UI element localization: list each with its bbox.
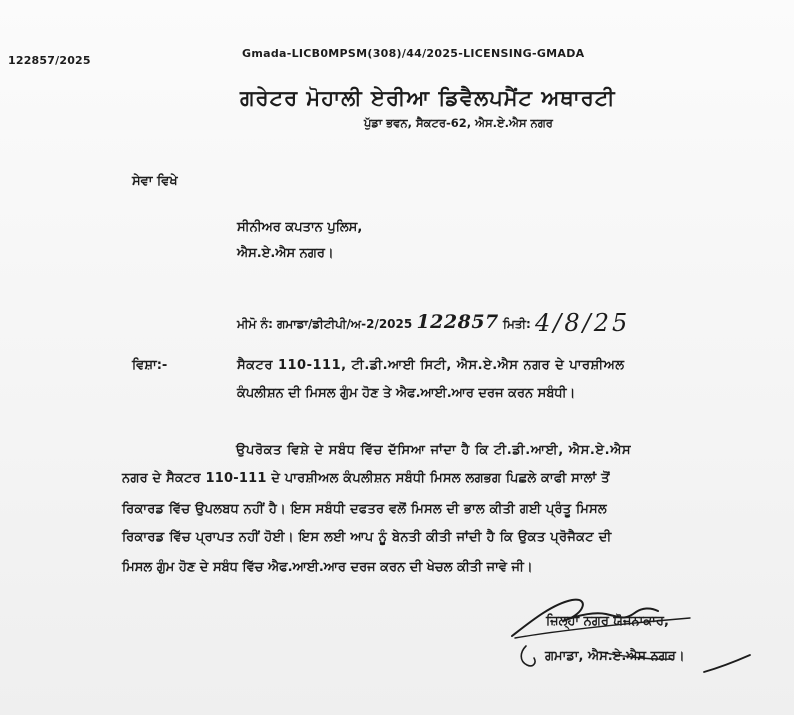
salutation: ਸੇਵਾ ਵਿਖੇ <box>132 174 178 189</box>
memo-date-handwritten: 4/8/25 <box>535 309 631 337</box>
body-line-5: ਮਿਸਲ ਗੁੰਮ ਹੋਣ ਦੇ ਸਬੰਧ ਵਿੱਚ ਐਫ.ਆਈ.ਆਰ ਦਰਜ ਕਰਨ ਦੀ ਖੇਚਲ ਕੀਤੀ ਜਾਵੇ ਜੀ। <box>122 560 533 575</box>
body-line-2: ਨਗਰ ਦੇ ਸੈਕਟਰ 110-111 ਦੇ ਪਾਰਸ਼ੀਅਲ ਕੰਪਲੀਸ਼ਨ ਸਬੰਧੀ ਮਿਸਲ ਲਗਭਗ ਪਿਛਲੇ ਕਾਫੀ ਸਾਲਾਂ ਤੋਂ <box>122 471 610 486</box>
signatory-office: ਗਮਾਡਾ, ਐਸ.ਏ.ਐਸ ਨਗਰ। <box>545 649 685 664</box>
addressee-line-1: ਸੀਨੀਅਰ ਕਪਤਾਨ ਪੁਲਿਸ, <box>237 220 363 235</box>
addressee-line-2: ਐਸ.ਏ.ਐਸ ਨਗਰ। <box>237 246 334 261</box>
subject-label: ਵਿਸ਼ਾ:- <box>132 358 168 373</box>
organization-name: ਗਰੇਟਰ ਮੋਹਾਲੀ ਏਰੀਆ ਡਿਵੈਲਪਮੈਂਟ ਅਥਾਰਟੀ <box>240 86 616 110</box>
subject-line-2: ਕੰਪਲੀਸ਼ਨ ਦੀ ਮਿਸਲ ਗੁੰਮ ਹੋਣ ਤੇ ਐਫ.ਆਈ.ਆਰ ਦਰਜ ਕਰਨ ਸਬੰਧੀ। <box>237 386 576 401</box>
body-line-1: ਉਪਰੋਕਤ ਵਿਸ਼ੇ ਦੇ ਸਬੰਧ ਵਿੱਚ ਦੱਸਿਆ ਜਾਂਦਾ ਹੈ ਕਿ ਟੀ.ਡੀ.ਆਈ, ਐਸ.ਏ.ਐਸ <box>236 443 632 458</box>
memo-date-label: ਮਿਤੀ: <box>502 317 531 331</box>
body-line-4: ਰਿਕਾਰਡ ਵਿੱਚ ਪ੍ਰਾਪਤ ਨਹੀਂ ਹੋਈ। ਇਸ ਲਈ ਆਪ ਨੂੰ ਬੇਨਤੀ ਕੀਤੀ ਜਾਂਦੀ ਹੈ ਕਿ ਉਕਤ ਪ੍ਰੋਜੈਕਟ ਦੀ <box>122 530 612 545</box>
memo-prefix: ਮੀਮੋ ਨੰ: ਗਮਾਡਾ/ਡੀਟੀਪੀ/ਅ-2/2025 <box>237 317 413 331</box>
diary-number: 122857/2025 <box>8 54 91 67</box>
organization-address: ਪੁੱਡਾ ਭਵਨ, ਸੈਕਟਰ-62, ਐਸ.ਏ.ਐਸ ਨਗਰ <box>364 116 553 130</box>
body-line-3: ਰਿਕਾਰਡ ਵਿੱਚ ਉਪਲਬਧ ਨਹੀਂ ਹੈ। ਇਸ ਸਬੰਧੀ ਦਫਤਰ ਵਲੋਂ ਮਿਸਲ ਦੀ ਭਾਲ ਕੀਤੀ ਗਈ ਪ੍ਰੰਤੂ ਮਿਸਲ <box>122 502 607 517</box>
signatory-designation: ਜ਼ਿਲ੍ਹਾ ਨਗਰ ਯੋਜਨਾਕਾਰ, <box>546 614 669 629</box>
subject-line-1: ਸੈਕਟਰ 110-111, ਟੀ.ਡੀ.ਆਈ ਸਿਟੀ, ਐਸ.ਏ.ਐਸ ਨਗਰ ਦੇ ਪਾਰਸ਼ੀਅਲ <box>237 358 625 373</box>
file-reference: Gmada-LICB0MPSM(308)/44/2025-LICENSING-GMADA <box>242 47 585 60</box>
memo-number-handwritten: 122857 <box>416 311 499 333</box>
